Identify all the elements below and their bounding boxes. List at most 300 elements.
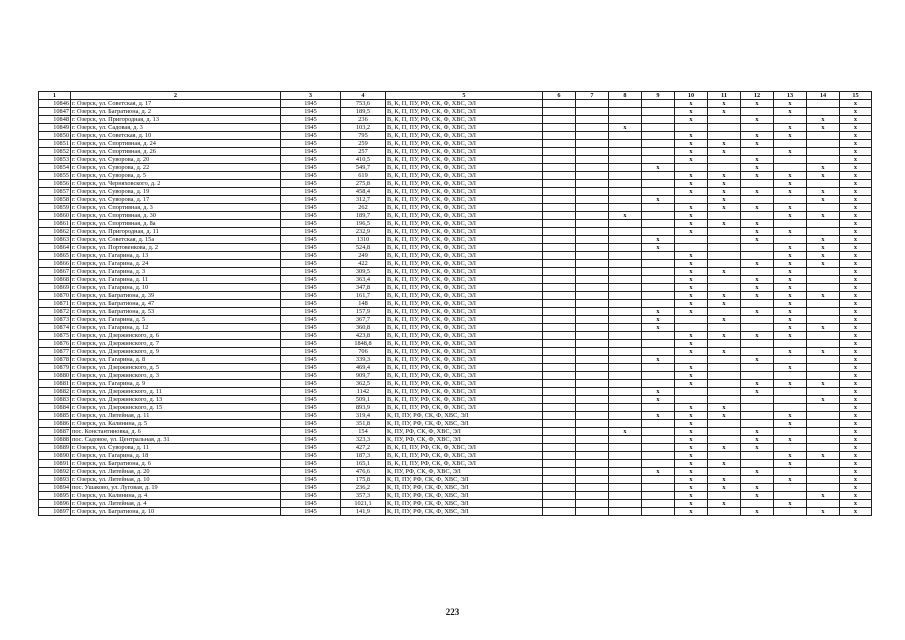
col9-cell: х bbox=[642, 196, 675, 204]
col7-cell bbox=[576, 356, 609, 364]
col7-cell bbox=[576, 348, 609, 356]
area-cell: 509,1 bbox=[341, 396, 386, 404]
col7-cell bbox=[576, 476, 609, 484]
table-row bbox=[39, 180, 872, 188]
col13-cell bbox=[774, 356, 807, 364]
elements-cell: В, К, П, ПУ, РФ, СК, Ф, ХВС, ЭЛ bbox=[386, 180, 543, 188]
year-cell: 1945 bbox=[281, 428, 341, 436]
area-cell: 165,1 bbox=[341, 460, 386, 468]
table-row bbox=[39, 436, 872, 444]
col14-cell bbox=[807, 468, 840, 476]
address-cell: г. Озерск, ул. Гагарина, д. 5 bbox=[71, 316, 281, 324]
col14-cell: х bbox=[807, 172, 840, 180]
col14-cell bbox=[807, 436, 840, 444]
year-cell: 1945 bbox=[281, 156, 341, 164]
col9-cell bbox=[642, 420, 675, 428]
row-id-cell: 10882 bbox=[39, 388, 71, 396]
col7-cell bbox=[576, 308, 609, 316]
col13-cell bbox=[774, 236, 807, 244]
col13-cell: х bbox=[774, 380, 807, 388]
col10-cell: х bbox=[675, 204, 708, 212]
col7-cell bbox=[576, 252, 609, 260]
col15-cell: х bbox=[840, 100, 872, 108]
col14-cell bbox=[807, 228, 840, 236]
table-row bbox=[39, 148, 872, 156]
col14-cell bbox=[807, 140, 840, 148]
col9-cell bbox=[642, 284, 675, 292]
table-row bbox=[39, 444, 872, 452]
col10-cell bbox=[675, 164, 708, 172]
col10-cell: х bbox=[675, 260, 708, 268]
year-cell: 1945 bbox=[281, 252, 341, 260]
col7-cell bbox=[576, 468, 609, 476]
row-id-cell: 10851 bbox=[39, 140, 71, 148]
col14-cell bbox=[807, 356, 840, 364]
col15-cell: х bbox=[840, 252, 872, 260]
elements-cell: В, К, П, ПУ, РФ, СК, Ф, ХВС, ЭЛ bbox=[386, 356, 543, 364]
col12-cell bbox=[741, 372, 774, 380]
col11-cell: х bbox=[708, 100, 741, 108]
col10-cell: х bbox=[675, 508, 708, 516]
address-cell: г. Озерск, ул. Дзержинского, д. 11 bbox=[71, 388, 281, 396]
table-row bbox=[39, 268, 872, 276]
col8-cell bbox=[609, 372, 642, 380]
year-cell: 1945 bbox=[281, 220, 341, 228]
address-cell: г. Озерск, ул. Багратиона, д. 47 bbox=[71, 300, 281, 308]
col15-cell: х bbox=[840, 452, 872, 460]
col11-cell bbox=[708, 324, 741, 332]
col14-cell bbox=[807, 428, 840, 436]
col8-cell bbox=[609, 476, 642, 484]
col7-cell bbox=[576, 436, 609, 444]
row-id-cell: 10860 bbox=[39, 212, 71, 220]
col9-cell bbox=[642, 508, 675, 516]
address-cell: г. Озерск, ул. Литейная, д. 10 bbox=[71, 476, 281, 484]
row-id-cell: 10864 bbox=[39, 244, 71, 252]
col11-cell bbox=[708, 236, 741, 244]
col7-cell bbox=[576, 420, 609, 428]
elements-cell: В, К, П, ПУ, РФ, СК, Ф, ХВС, ЭЛ bbox=[386, 220, 543, 228]
col10-cell: х bbox=[675, 268, 708, 276]
elements-cell: В, К, П, ПУ, РФ, СК, Ф, ХВС, ЭЛ bbox=[386, 132, 543, 140]
row-id-cell: 10894 bbox=[39, 484, 71, 492]
col9-cell bbox=[642, 484, 675, 492]
col14-cell: х bbox=[807, 236, 840, 244]
col8-cell bbox=[609, 132, 642, 140]
col10-cell: х bbox=[675, 340, 708, 348]
address-cell: пос. Константиновка, д. 6 bbox=[71, 428, 281, 436]
col13-cell: х bbox=[774, 124, 807, 132]
col11-cell: х bbox=[708, 500, 741, 508]
col13-cell: х bbox=[774, 332, 807, 340]
col15-cell: х bbox=[840, 300, 872, 308]
col12-cell bbox=[741, 396, 774, 404]
year-cell: 1945 bbox=[281, 484, 341, 492]
col13-cell bbox=[774, 388, 807, 396]
col14-cell bbox=[807, 180, 840, 188]
col8-cell bbox=[609, 492, 642, 500]
col12-cell: х bbox=[741, 284, 774, 292]
address-cell: г. Озерск, ул. Садовая, д. 3 bbox=[71, 124, 281, 132]
year-cell: 1945 bbox=[281, 300, 341, 308]
col10-cell: х bbox=[675, 100, 708, 108]
row-id-cell: 10846 bbox=[39, 100, 71, 108]
col11-cell: х bbox=[708, 108, 741, 116]
col8-cell bbox=[609, 420, 642, 428]
address-cell: г. Озерск, ул. Портовенкова, д. 2 bbox=[71, 244, 281, 252]
column-header: 3 bbox=[281, 92, 341, 100]
table-row bbox=[39, 228, 872, 236]
col6-cell bbox=[543, 364, 576, 372]
col10-cell: х bbox=[675, 180, 708, 188]
col10-cell: х bbox=[675, 500, 708, 508]
year-cell: 1945 bbox=[281, 364, 341, 372]
col14-cell: х bbox=[807, 212, 840, 220]
area-cell: 319,4 bbox=[341, 412, 386, 420]
col14-cell bbox=[807, 268, 840, 276]
col13-cell: х bbox=[774, 100, 807, 108]
year-cell: 1945 bbox=[281, 204, 341, 212]
area-cell: 275,8 bbox=[341, 180, 386, 188]
table-row bbox=[39, 108, 872, 116]
table-header-row bbox=[39, 92, 872, 100]
area-cell: 619 bbox=[341, 172, 386, 180]
elements-cell: В, К, П, ПУ, РФ, СК, Ф, ХВС, ЭЛ bbox=[386, 252, 543, 260]
col12-cell: х bbox=[741, 436, 774, 444]
row-id-cell: 10878 bbox=[39, 356, 71, 364]
col12-cell: х bbox=[741, 156, 774, 164]
row-id-cell: 10857 bbox=[39, 188, 71, 196]
area-cell: 1310 bbox=[341, 236, 386, 244]
elements-cell: К, П, ПУ, РФ, СК, Ф, ХВС, ЭЛ bbox=[386, 420, 543, 428]
page-number: 223 bbox=[445, 607, 460, 617]
col14-cell bbox=[807, 316, 840, 324]
col12-cell bbox=[741, 108, 774, 116]
col11-cell: х bbox=[708, 460, 741, 468]
col10-cell: х bbox=[675, 212, 708, 220]
area-cell: 706 bbox=[341, 348, 386, 356]
col12-cell: х bbox=[741, 140, 774, 148]
col6-cell bbox=[543, 236, 576, 244]
address-cell: г. Озерск, ул. Суворова, д. 19 bbox=[71, 188, 281, 196]
column-header: 14 bbox=[807, 92, 840, 100]
column-header: 15 bbox=[840, 92, 872, 100]
col6-cell bbox=[543, 476, 576, 484]
col8-cell bbox=[609, 460, 642, 468]
col12-cell bbox=[741, 316, 774, 324]
row-id-cell: 10883 bbox=[39, 396, 71, 404]
col14-cell bbox=[807, 276, 840, 284]
col14-cell bbox=[807, 308, 840, 316]
row-id-cell: 10871 bbox=[39, 300, 71, 308]
elements-cell: В, К, П, ПУ, РФ, СК, Ф, ХВС, ЭЛ bbox=[386, 228, 543, 236]
col9-cell bbox=[642, 436, 675, 444]
area-cell: 351,8 bbox=[341, 420, 386, 428]
col9-cell bbox=[642, 444, 675, 452]
col12-cell: х bbox=[741, 204, 774, 212]
col11-cell bbox=[708, 164, 741, 172]
col14-cell: х bbox=[807, 252, 840, 260]
col10-cell: х bbox=[675, 476, 708, 484]
elements-cell: К, П, ПУ, РФ, СК, Ф, ХВС, ЭЛ bbox=[386, 492, 543, 500]
col12-cell: х bbox=[741, 380, 774, 388]
col10-cell bbox=[675, 388, 708, 396]
col12-cell bbox=[741, 252, 774, 260]
col13-cell: х bbox=[774, 316, 807, 324]
col9-cell bbox=[642, 364, 675, 372]
col10-cell: х bbox=[675, 148, 708, 156]
col13-cell: х bbox=[774, 452, 807, 460]
col12-cell bbox=[741, 212, 774, 220]
col7-cell bbox=[576, 276, 609, 284]
col8-cell bbox=[609, 340, 642, 348]
address-cell: г. Озерск, ул. Черняховского, д. 2 bbox=[71, 180, 281, 188]
year-cell: 1945 bbox=[281, 436, 341, 444]
col12-cell: х bbox=[741, 188, 774, 196]
col13-cell: х bbox=[774, 300, 807, 308]
col6-cell bbox=[543, 116, 576, 124]
col8-cell: х bbox=[609, 212, 642, 220]
col13-cell bbox=[774, 372, 807, 380]
col6-cell bbox=[543, 460, 576, 468]
col14-cell bbox=[807, 284, 840, 292]
col7-cell bbox=[576, 324, 609, 332]
col10-cell: х bbox=[675, 276, 708, 284]
col8-cell bbox=[609, 196, 642, 204]
col10-cell: х bbox=[675, 228, 708, 236]
address-cell: г. Озерск, ул. Багратиона, д. 39 bbox=[71, 292, 281, 300]
col8-cell bbox=[609, 380, 642, 388]
col6-cell bbox=[543, 260, 576, 268]
area-cell: 362,5 bbox=[341, 380, 386, 388]
col13-cell: х bbox=[774, 420, 807, 428]
col7-cell bbox=[576, 172, 609, 180]
col14-cell bbox=[807, 132, 840, 140]
col12-cell: х bbox=[741, 484, 774, 492]
col15-cell: х bbox=[840, 508, 872, 516]
col11-cell: х bbox=[708, 140, 741, 148]
col13-cell bbox=[774, 404, 807, 412]
address-cell: г. Озерск, ул. Багратиона, д. 10 bbox=[71, 508, 281, 516]
elements-cell: В, К, П, ПУ, РФ, СК, Ф, ХВС, ЭЛ bbox=[386, 460, 543, 468]
col10-cell: х bbox=[675, 172, 708, 180]
table-row bbox=[39, 276, 872, 284]
col13-cell bbox=[774, 396, 807, 404]
address-cell: г. Озерск, ул. Гагарина, д. 12 bbox=[71, 324, 281, 332]
col8-cell bbox=[609, 356, 642, 364]
col11-cell bbox=[708, 452, 741, 460]
table-row bbox=[39, 340, 872, 348]
col9-cell bbox=[642, 188, 675, 196]
col15-cell: х bbox=[840, 428, 872, 436]
row-id-cell: 10874 bbox=[39, 324, 71, 332]
row-id-cell: 10893 bbox=[39, 476, 71, 484]
table-row bbox=[39, 500, 872, 508]
row-id-cell: 10867 bbox=[39, 268, 71, 276]
address-cell: г. Озерск, ул. Пригородная, д. 13 bbox=[71, 116, 281, 124]
col12-cell: х bbox=[741, 308, 774, 316]
table-row bbox=[39, 380, 872, 388]
col6-cell bbox=[543, 188, 576, 196]
col7-cell bbox=[576, 236, 609, 244]
col15-cell: х bbox=[840, 316, 872, 324]
col12-cell: х bbox=[741, 132, 774, 140]
col15-cell: х bbox=[840, 460, 872, 468]
col7-cell bbox=[576, 316, 609, 324]
elements-cell: В, К, П, ПУ, РФ, СК, Ф, ХВС, ЭЛ bbox=[386, 364, 543, 372]
col7-cell bbox=[576, 100, 609, 108]
col11-cell: х bbox=[708, 188, 741, 196]
address-cell: г. Озерск, ул. Гагарина, д. 3 bbox=[71, 268, 281, 276]
col13-cell bbox=[774, 116, 807, 124]
col12-cell: х bbox=[741, 332, 774, 340]
col15-cell: х bbox=[840, 412, 872, 420]
table-row bbox=[39, 100, 872, 108]
col13-cell bbox=[774, 428, 807, 436]
col9-cell bbox=[642, 372, 675, 380]
col15-cell: х bbox=[840, 196, 872, 204]
col10-cell: х bbox=[675, 116, 708, 124]
col15-cell: х bbox=[840, 364, 872, 372]
table-row bbox=[39, 492, 872, 500]
col12-cell bbox=[741, 364, 774, 372]
col14-cell: х bbox=[807, 196, 840, 204]
row-id-cell: 10884 bbox=[39, 404, 71, 412]
col7-cell bbox=[576, 268, 609, 276]
col6-cell bbox=[543, 308, 576, 316]
col8-cell bbox=[609, 188, 642, 196]
col14-cell bbox=[807, 500, 840, 508]
col10-cell: х bbox=[675, 460, 708, 468]
col7-cell bbox=[576, 260, 609, 268]
col14-cell: х bbox=[807, 124, 840, 132]
col15-cell: х bbox=[840, 220, 872, 228]
col6-cell bbox=[543, 180, 576, 188]
col7-cell bbox=[576, 204, 609, 212]
col12-cell: х bbox=[741, 236, 774, 244]
table-body bbox=[39, 92, 872, 516]
elements-cell: В, К, П, ПУ, РФ, СК, Ф, ХВС, ЭЛ bbox=[386, 332, 543, 340]
col6-cell bbox=[543, 268, 576, 276]
col13-cell: х bbox=[774, 476, 807, 484]
col7-cell bbox=[576, 340, 609, 348]
col6-cell bbox=[543, 396, 576, 404]
column-header: 1 bbox=[39, 92, 71, 100]
elements-cell: В, К, П, ПУ, РФ, СК, Ф, ХВС, ЭЛ bbox=[386, 292, 543, 300]
table-row bbox=[39, 204, 872, 212]
area-cell: 232,9 bbox=[341, 228, 386, 236]
address-cell: г. Озерск, ул. Дзержинского, д. 13 bbox=[71, 396, 281, 404]
col8-cell bbox=[609, 316, 642, 324]
col9-cell bbox=[642, 124, 675, 132]
area-cell: 141,9 bbox=[341, 508, 386, 516]
col13-cell: х bbox=[774, 292, 807, 300]
elements-cell: В, К, П, ПУ, РФ, СК, Ф, ХВС, ЭЛ bbox=[386, 100, 543, 108]
col15-cell: х bbox=[840, 476, 872, 484]
col13-cell: х bbox=[774, 276, 807, 284]
col12-cell: х bbox=[741, 220, 774, 228]
col9-cell: х bbox=[642, 244, 675, 252]
area-cell: 524,8 bbox=[341, 244, 386, 252]
col8-cell bbox=[609, 452, 642, 460]
col11-cell: х bbox=[708, 220, 741, 228]
col14-cell: х bbox=[807, 164, 840, 172]
col9-cell bbox=[642, 332, 675, 340]
col14-cell bbox=[807, 388, 840, 396]
table-row bbox=[39, 116, 872, 124]
col11-cell bbox=[708, 364, 741, 372]
col15-cell: х bbox=[840, 292, 872, 300]
col10-cell: х bbox=[675, 220, 708, 228]
col11-cell: х bbox=[708, 404, 741, 412]
col13-cell: х bbox=[774, 212, 807, 220]
col6-cell bbox=[543, 156, 576, 164]
table-row bbox=[39, 124, 872, 132]
address-cell: г. Озерск, ул. Гагарина, д. 13 bbox=[71, 252, 281, 260]
table-row bbox=[39, 212, 872, 220]
elements-cell: В, К, П, ПУ, РФ, СК, Ф, ХВС, ЭЛ bbox=[386, 444, 543, 452]
address-cell: г. Озерск, ул. Суворова, д. 11 bbox=[71, 444, 281, 452]
year-cell: 1945 bbox=[281, 324, 341, 332]
col11-cell bbox=[708, 260, 741, 268]
col10-cell bbox=[675, 196, 708, 204]
elements-cell: К, ПУ, РФ, СК, Ф, ХВС, ЭЛ bbox=[386, 468, 543, 476]
col6-cell bbox=[543, 452, 576, 460]
col9-cell bbox=[642, 268, 675, 276]
col12-cell bbox=[741, 196, 774, 204]
col10-cell: х bbox=[675, 156, 708, 164]
year-cell: 1945 bbox=[281, 236, 341, 244]
year-cell: 1945 bbox=[281, 260, 341, 268]
col14-cell: х bbox=[807, 380, 840, 388]
col14-cell bbox=[807, 420, 840, 428]
col9-cell bbox=[642, 492, 675, 500]
col7-cell bbox=[576, 164, 609, 172]
col10-cell: х bbox=[675, 252, 708, 260]
year-cell: 1945 bbox=[281, 332, 341, 340]
year-cell: 1945 bbox=[281, 460, 341, 468]
elements-cell: В, К, П, ПУ, РФ, СК, Ф, ХВС, ЭЛ bbox=[386, 108, 543, 116]
col14-cell bbox=[807, 300, 840, 308]
col8-cell bbox=[609, 348, 642, 356]
col10-cell: х bbox=[675, 348, 708, 356]
elements-cell: К, ПУ, РФ, СК, Ф, ХВС, ЭЛ bbox=[386, 436, 543, 444]
elements-cell: В, К, П, ПУ, РФ, СК, Ф, ХВС, ЭЛ bbox=[386, 140, 543, 148]
address-cell: г. Озерск, ул. Дзержинского, д. 5 bbox=[71, 364, 281, 372]
col6-cell bbox=[543, 508, 576, 516]
table-row bbox=[39, 372, 872, 380]
col11-cell bbox=[708, 356, 741, 364]
col6-cell bbox=[543, 100, 576, 108]
col11-cell: х bbox=[708, 268, 741, 276]
col7-cell bbox=[576, 220, 609, 228]
col14-cell: х bbox=[807, 492, 840, 500]
col7-cell bbox=[576, 364, 609, 372]
address-cell: г. Озерск, ул. Гагарина, д. 10 bbox=[71, 284, 281, 292]
elements-cell: В, К, П, ПУ, РФ, СК, Ф, ХВС, ЭЛ bbox=[386, 196, 543, 204]
col11-cell bbox=[708, 308, 741, 316]
col11-cell bbox=[708, 132, 741, 140]
col8-cell bbox=[609, 164, 642, 172]
col11-cell: х bbox=[708, 476, 741, 484]
year-cell: 1945 bbox=[281, 420, 341, 428]
col8-cell bbox=[609, 148, 642, 156]
col12-cell: х bbox=[741, 508, 774, 516]
row-id-cell: 10885 bbox=[39, 412, 71, 420]
col6-cell bbox=[543, 372, 576, 380]
col6-cell bbox=[543, 500, 576, 508]
col12-cell bbox=[741, 412, 774, 420]
